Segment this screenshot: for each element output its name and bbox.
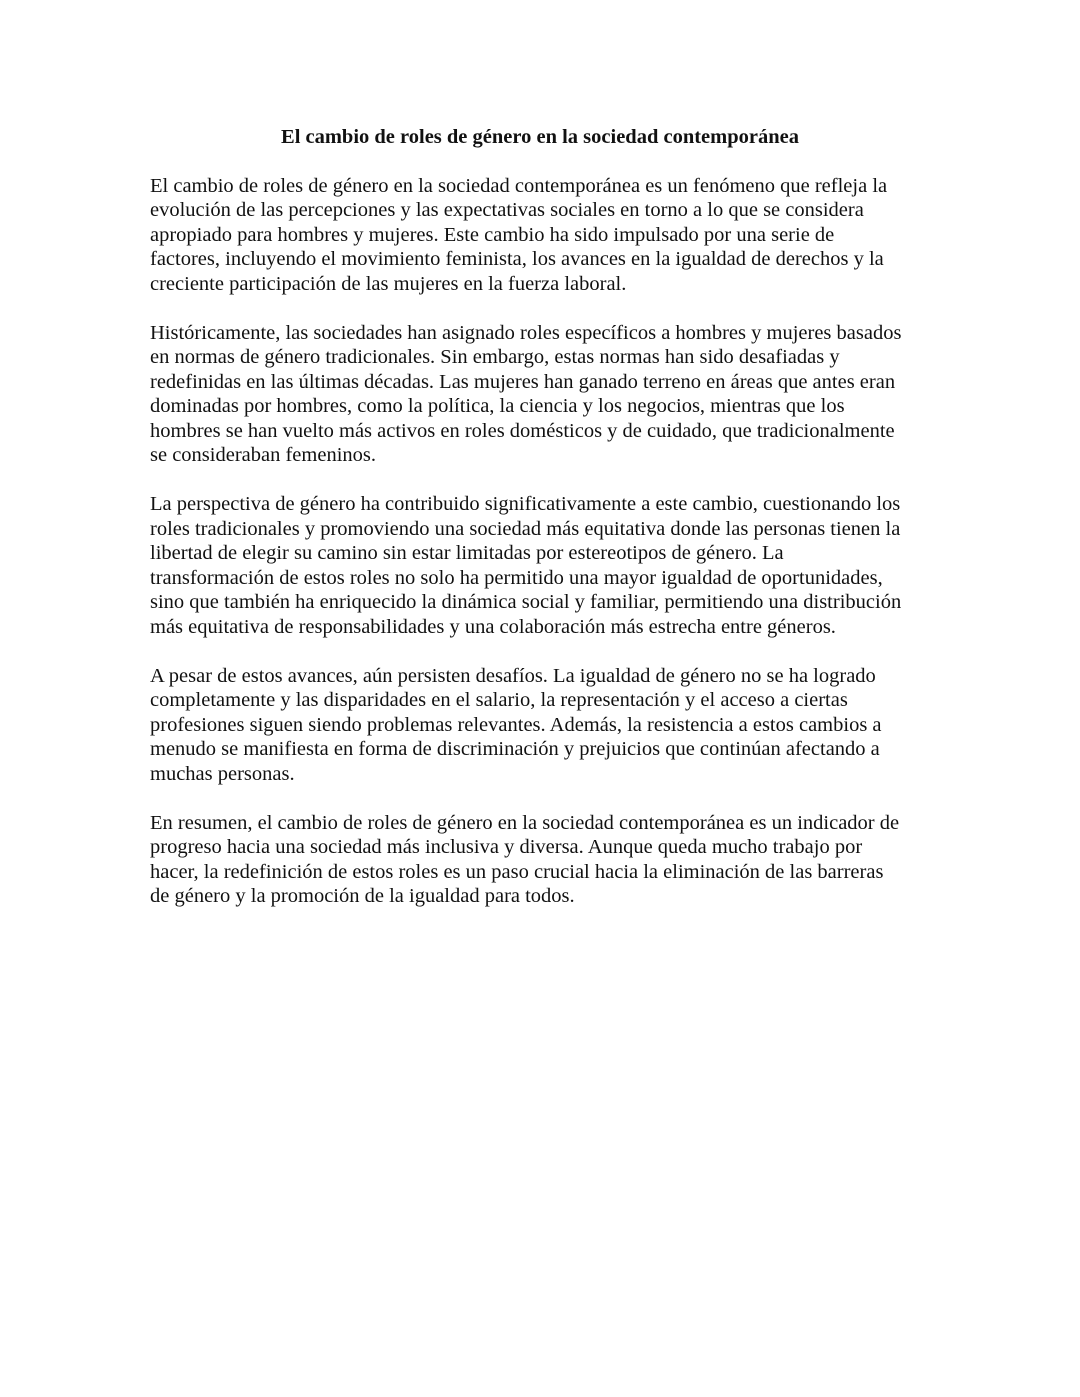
paragraph-2: Históricamente, las sociedades han asignado roles específicos a hombres y mujeres basados en normas de género tradicionales. Sin embargo, estas normas han sido desafiadas y redefinidas en las últimas décadas. Las mujeres han ganado terreno en áreas que antes eran dominadas por hombres, como la política, la ciencia y los negocios, mientras que los hombres se han vuelto más activos en roles domésticos y de cuidado, que tradicionalmente se consideraban femeninos. bbox=[150, 322, 902, 467]
paragraph-5: En resumen, el cambio de roles de género en la sociedad contemporánea es un indicador de progreso hacia una sociedad más inclusiva y diversa. Aunque queda mucho trabajo por hacer, la redefinición de estos roles es un paso crucial hacia la eliminación de las barreras de género y la promoción de la igualdad para todos. bbox=[150, 811, 900, 908]
document-title: El cambio de roles de género en la sociedad contemporánea bbox=[281, 126, 799, 148]
paragraph-3: La perspectiva de género ha contribuido significativamente a este cambio, cuestionando los roles tradicionales y promoviendo una sociedad más equitativa donde las personas tienen la libertad de elegir su camino sin estar limitadas por estereotipos de género. La transformación de estos roles no solo ha permitido una mayor igualdad de oportunidades, sino que también ha enriquecido la dinámica social y familiar, permitiendo una distribución más equitativa de responsabilidades y una colaboración más estrecha entre géneros. bbox=[150, 493, 902, 638]
paragraph-1: El cambio de roles de género en la sociedad contemporánea es un fenómeno que refleja la evolución de las percepciones y las expectativas sociales en torno a lo que se considera apropiado para hombres y mujeres. Este cambio ha sido impulsado por una serie de factores, incluyendo el movimiento feminista, los avances en la igualdad de derechos y la creciente participación de las mujeres en la fuerza laboral. bbox=[150, 175, 888, 295]
paragraph-4: A pesar de estos avances, aún persisten desafíos. La igualdad de género no se ha logrado completamente y las disparidades en el salario, la representación y el acceso a ciertas profesiones siguen siendo problemas relevantes. Además, la resistencia a estos cambios a menudo se manifiesta en forma de discriminación y prejuicios que continúan afectando a muchas personas. bbox=[150, 664, 882, 785]
document-body bbox=[150, 174, 950, 934]
